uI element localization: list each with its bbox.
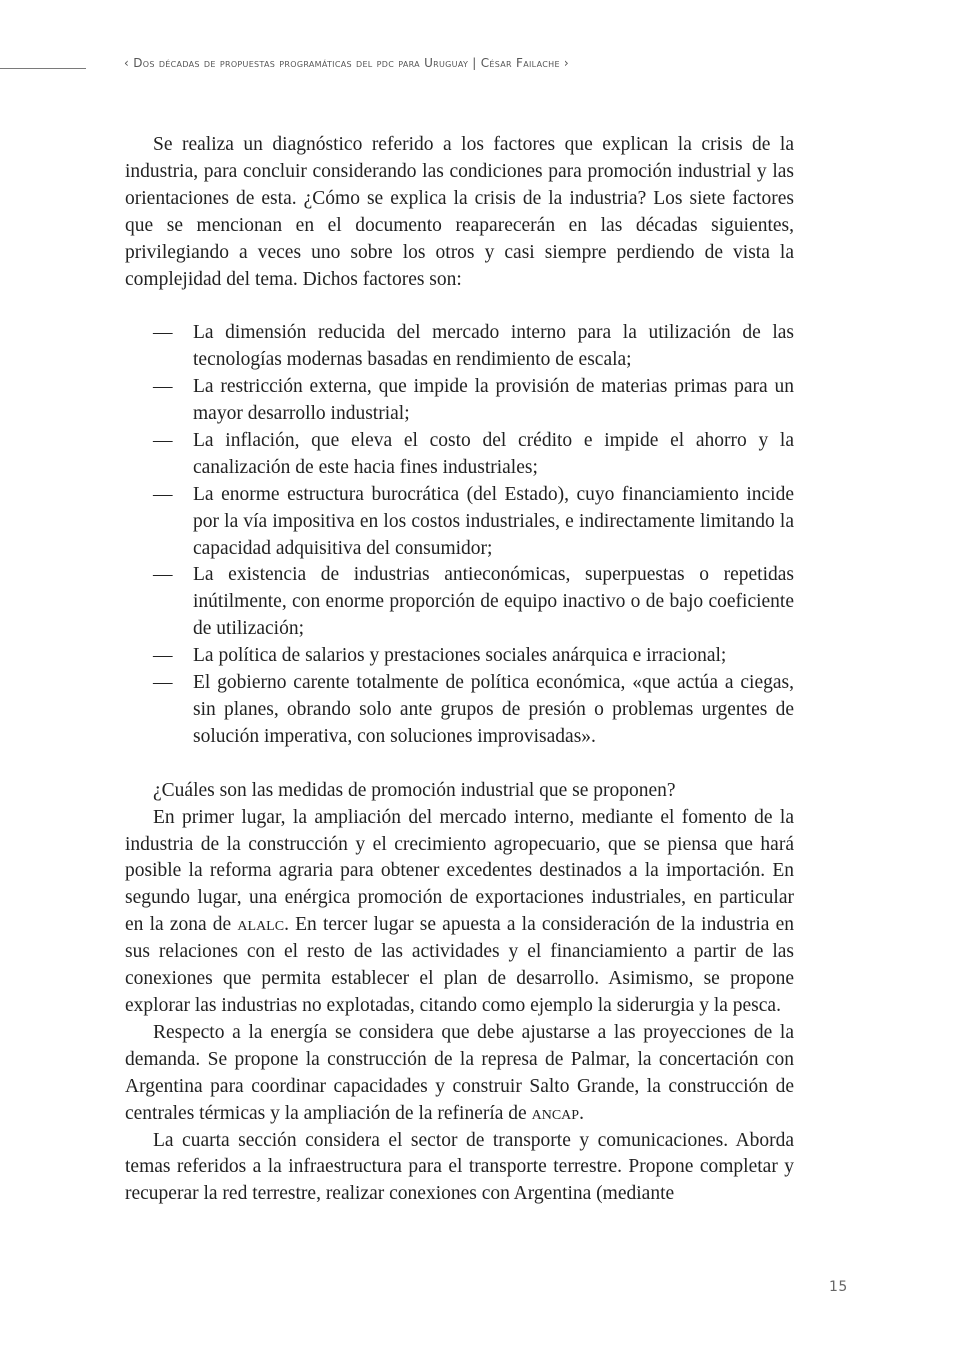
ancap-abbreviation: ancap — [531, 1102, 580, 1124]
list-item-text: La existencia de industrias antieconómicas, superpuestas o repetidas inútilmente, con enorme proporción de equipo inactivo o de bajo coeficiente de utilización; — [193, 564, 794, 640]
energy-text-b: . — [579, 1102, 584, 1124]
question-paragraph: ¿Cuáles son las medidas de promoción industrial que se proponen? — [153, 779, 676, 801]
intro-paragraph: Se realiza un diagnóstico referido a los factores que explican la crisis de la industria, para concluir considerando las condiciones para promoción industrial y las orientaciones de esta. ¿Cómo se explica la crisis de la industria? Los siete factores que se mencionan en el documento reaparecerán en las décadas siguientes, privilegiando a veces uno sobre los otros y casi siempre perdiendo de vista la complejidad del tema. Dichos factores son: — [125, 134, 794, 290]
transport-paragraph: La cuarta sección considera el sector de transporte y comunicaciones. Aborda temas referidos a la infraestructura para el transporte terrestre. Propone completar y recuperar la red terrestre, realizar conexiones con Argentina (mediante — [125, 1129, 794, 1205]
list-item-text: La enorme estructura burocrática (del Estado), cuyo financiamiento incide por la vía impositiva en los costos industriales, e indirectamente limitando la capacidad adquisitiva del consumidor; — [193, 483, 794, 559]
list-dash: — — [153, 483, 173, 505]
list-dash: — — [153, 376, 173, 398]
factors-list — [125, 320, 794, 751]
energy-paragraph — [125, 1020, 794, 1128]
running-head-title: ‹ Dos décadas de propuestas programáticas del pdc para Uruguay | César Failache › — [124, 56, 570, 70]
list-item-text: La restricción externa, que impide la provisión de materias primas para un mayor desarrollo industrial; — [193, 376, 794, 425]
list-item — [125, 320, 794, 374]
energy-text-a: Respecto a la energía se considera que debe ajustarse a las proyecciones de la demanda. Se propone la construcción de la represa de Palmar, la concertación con Argentina para coordinar capacidades y construir Salto Grande, la construcción de centrales térmicas y la ampliación de la refinería de — [125, 1021, 794, 1124]
running-head — [124, 56, 824, 70]
measures-paragraph — [125, 805, 794, 1020]
list-dash: — — [153, 429, 173, 451]
measures-text-a: En primer lugar, la ampliación del mercado interno, mediante el fomento de la industria de la construcción y el crecimiento agropecuario, que se piensa que hará posible la reforma agraria para obtener excedentes destinados a la importación. En segundo lugar, una enérgica promoción de exportaciones industriales, en particular en la zona de — [125, 806, 794, 936]
list-item — [125, 670, 794, 751]
alalc-abbreviation: alalc — [237, 914, 285, 936]
list-item-text: La política de salarios y prestaciones sociales anárquica e irracional; — [193, 645, 727, 667]
list-dash: — — [153, 645, 173, 667]
page-number: 15 — [829, 1279, 848, 1295]
list-item — [125, 428, 794, 482]
list-item-text: La dimensión reducida del mercado interno para la utilización de las tecnologías modernas basadas en rendimiento de escala; — [193, 322, 794, 371]
list-item — [125, 643, 794, 670]
list-dash: — — [153, 322, 173, 344]
list-item-text: El gobierno carente totalmente de política económica, «que actúa a ciegas, sin planes, obrando solo ante grupos de presión o problemas urgentes de solución imperativa, con soluciones improvisadas». — [193, 672, 794, 747]
list-dash: — — [153, 564, 173, 586]
list-item — [125, 482, 794, 563]
header-rule — [0, 68, 86, 69]
list-dash: — — [153, 672, 173, 694]
list-item — [125, 374, 794, 428]
list-item-text: La inflación, que eleva el costo del crédito e impide el ahorro y la canalización de este hacia fines industriales; — [193, 429, 794, 478]
list-item — [125, 562, 794, 643]
measures-text-b: . En tercer lugar se apuesta a la consideración de la industria en sus relaciones con el resto de las actividades y el financiamiento a partir de las conexiones que permita establecer el plan de desarrollo. Asimismo, se propone explorar las industrias no explotadas, citando como ejemplo la siderurgia y la pesca. — [125, 914, 795, 1016]
body-text — [125, 132, 794, 1208]
